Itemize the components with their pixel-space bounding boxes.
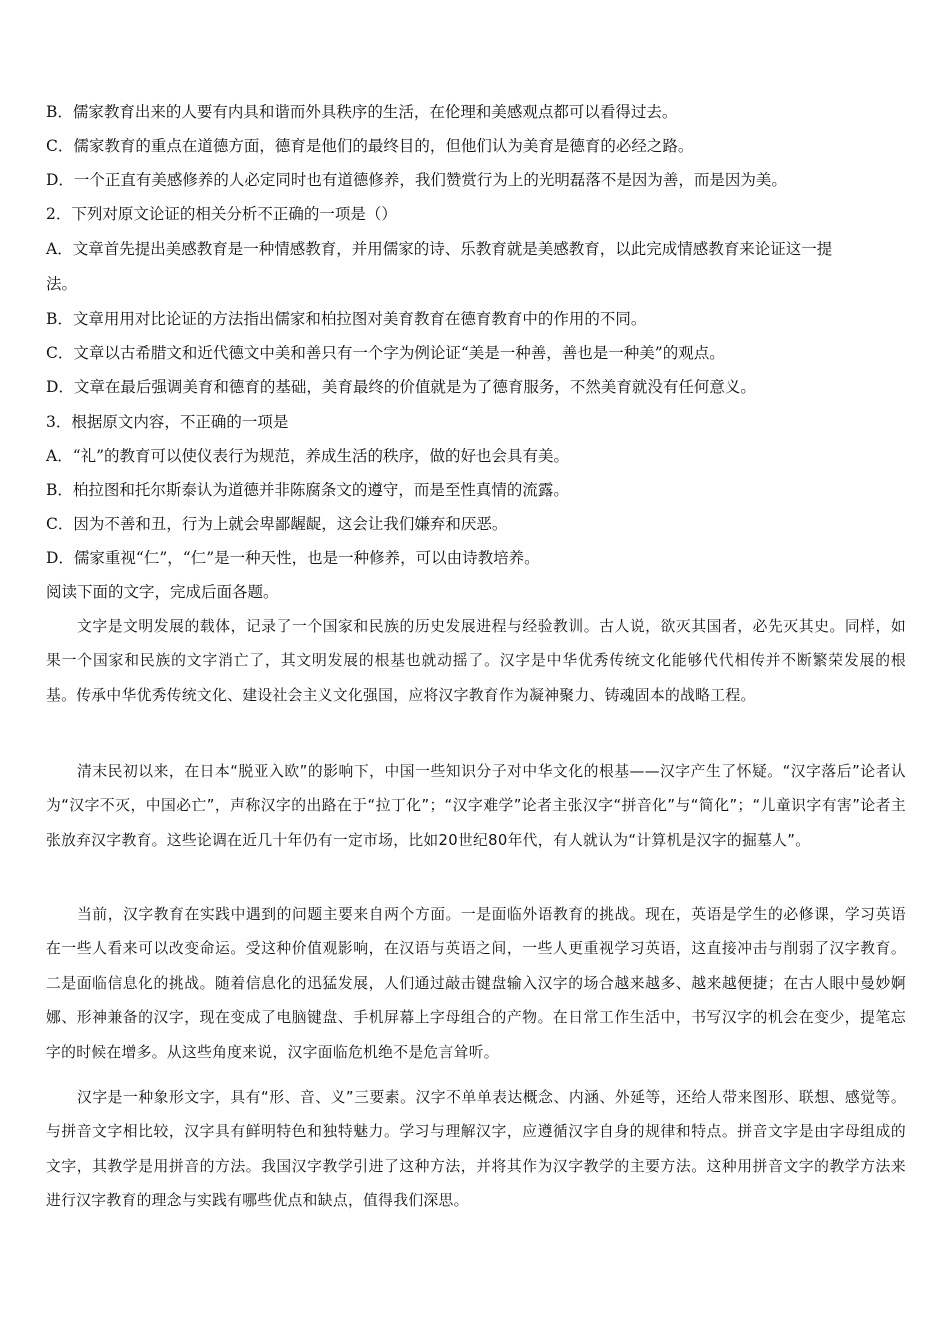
passage-paragraph-2: 清末民初以来，在日本“脱亚入欧”的影响下，中国一些知识分子对中华文化的根基——汉字产生了怀疑。“汉字落后”论者认为“汉字不灭，中国必亡”，声称汉字的出路在于“拉丁化”；“汉字难学”论者主张汉字“拼音化”与“简化”；“儿童识字有害”论者主张放弃汉字教育。这些论调在近几十年仍有一定市场，比如20世纪80年代，有人就认为“计算机是汉字的掘墓人”。 bbox=[46, 763, 906, 849]
q3-option-d: D．儒家重视“仁”，“仁”是一种天性，也是一种修养，可以由诗教培养。 bbox=[46, 549, 540, 567]
q2-option-d: D．文章在最后强调美育和德育的基础，美育最终的价值就是为了德育服务，不然美育就没有任何意义。 bbox=[46, 378, 756, 396]
passage-paragraph-1: 文字是文明发展的载体，记录了一个国家和民族的历史发展进程与经验教训。古人说，欲灭其国者，必先灭其史。同样，如果一个国家和民族的文字消亡了，其文明发展的根基也就动摇了。汉字是中华优秀传统文化能够代代相传并不断繁荣发展的根基。传承中华优秀传统文化、建设社会主义文化强国，应将汉字教育作为凝神聚力、铸魂固本的战略工程。 bbox=[46, 618, 906, 704]
q2-option-a: A．文章首先提出美感教育是一种情感教育，并用儒家的诗、乐教育就是美感教育，以此完成情感教育来论证这一提 bbox=[46, 240, 833, 258]
q3-option-b: B．柏拉图和托尔斯泰认为道德并非陈腐条文的遵守，而是至性真情的流露。 bbox=[46, 481, 569, 499]
q2-option-c: C．文章以古希腊文和近代德文中美和善只有一个字为例论证“美是一种善，善也是一种美”的观点。 bbox=[46, 344, 725, 362]
q2-stem: 2．下列对原文论证的相关分析不正确的一项是（） bbox=[46, 205, 397, 223]
q3-stem: 3．根据原文内容，不正确的一项是 bbox=[46, 413, 289, 431]
q2-option-a-cont: 法。 bbox=[46, 275, 78, 293]
q1-option-b: B．儒家教育出来的人要有内具和谐而外具秩序的生活，在伦理和美感观点都可以看得过去。 bbox=[46, 103, 678, 121]
q2-option-b: B．文章用用对比论证的方法指出儒家和柏拉图对美育教育在德育教育中的作用的不同。 bbox=[46, 310, 647, 328]
q1-option-c: C．儒家教育的重点在道德方面，德育是他们的最终目的，但他们认为美育是德育的必经之路。 bbox=[46, 137, 694, 155]
passage-paragraph-3: 当前，汉字教育在实践中遇到的问题主要来自两个方面。一是面临外语教育的挑战。现在，英语是学生的必修课，学习英语在一些人看来可以改变命运。受这种价值观影响，在汉语与英语之间，一些人更重视学习英语，这直接冲击与削弱了汉字教育。二是面临信息化的挑战。随着信息化的迅猛发展，人们通过敲击键盘输入汉字的场合越来越多、越来越便捷；在古人眼中曼妙婀娜、形神兼备的汉字，现在变成了电脑键盘、手机屏幕上字母组合的产物。在日常工作生活中，书写汉字的机会在变少，提笔忘字的时候在增多。从这些角度来说，汉字面临危机绝不是危言耸听。 bbox=[46, 906, 906, 1061]
reading-intro: 阅读下面的文字，完成后面各题。 bbox=[46, 583, 279, 601]
passage-paragraph-4: 汉字是一种象形文字，具有“形、音、义”三要素。汉字不单单表达概念、内涵、外延等，还给人带来图形、联想、感觉等。与拼音文字相比较，汉字具有鲜明特色和独特魅力。学习与理解汉字，应遵循汉字自身的规律和特点。拼音文字是由字母组成的文字，其教学是用拼音的方法。我国汉字教学引进了这种方法，并将其作为汉字教学的主要方法。这种用拼音文字的教学方法来进行汉字教育的理念与实践有哪些优点和缺点，值得我们深思。 bbox=[46, 1089, 906, 1210]
q1-option-d: D．一个正直有美感修养的人必定同时也有道德修养，我们赞赏行为上的光明磊落不是因为善，而是因为美。 bbox=[46, 171, 787, 189]
q3-option-a: A．“礼”的教育可以使仪表行为规范，养成生活的秩序，做的好也会具有美。 bbox=[46, 447, 570, 465]
q3-option-c: C．因为不善和丑，行为上就会卑鄙龌龊，这会让我们嫌弃和厌恶。 bbox=[46, 515, 508, 533]
